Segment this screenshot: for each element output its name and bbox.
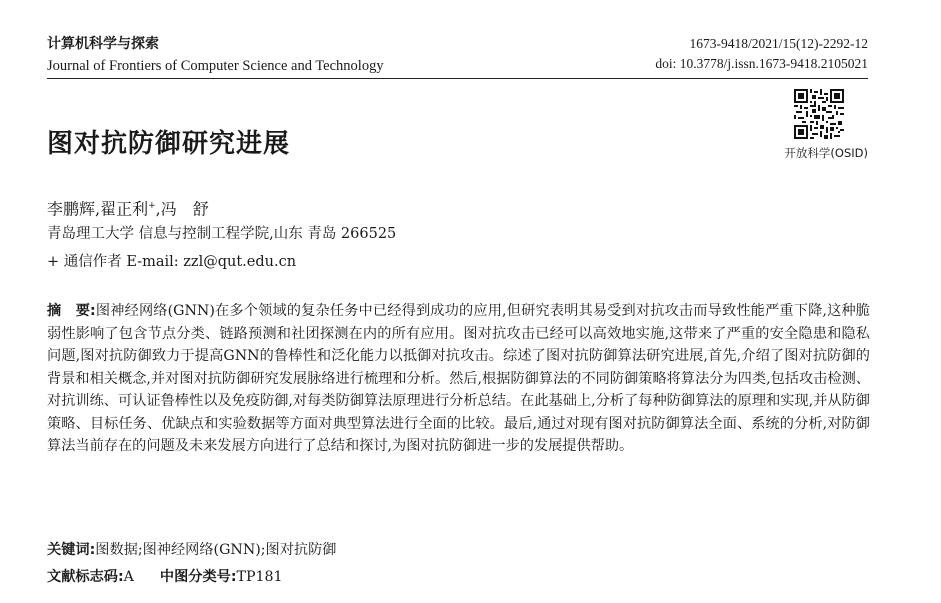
journal-name-cn: 计算机科学与探索 — [47, 36, 159, 52]
affiliation: 青岛理工大学 信息与控制工程学院,山东 青岛 266525 — [47, 226, 397, 242]
corresponding-author: + 通信作者 E-mail: zzl@qut.edu.cn — [47, 254, 297, 270]
clc-value: TP181 — [236, 569, 283, 585]
authors — [47, 194, 209, 221]
paper-title: 图对抗防御研究进展 — [47, 129, 291, 159]
journal-name-en: Journal of Frontiers of Computer Science and Technology — [47, 58, 384, 74]
header-divider — [47, 78, 868, 79]
classification-line — [47, 566, 283, 588]
doc-code-label: 文献标志码: — [47, 569, 124, 585]
abstract — [47, 300, 870, 458]
issue-info — [655, 34, 868, 74]
issue-number: 1673-9418/2021/15(12)-2292-12 — [689, 36, 868, 51]
qr-code-icon[interactable] — [794, 89, 844, 139]
clc-label: 中图分类号: — [159, 569, 237, 585]
author-names-rest: ,冯 舒 — [155, 199, 209, 219]
doc-code-value: A — [123, 569, 134, 585]
keywords-label: 关键词: — [47, 542, 96, 558]
abstract-text: 图神经网络(GNN)在多个领域的复杂任务中已经得到成功的应用,但研究表明其易受到对抗攻击而导致性能严重下降,这种脆弱性影响了包含节点分类、链路预测和社团探测在内的所有应用。图对抗攻击已经可以高效地实施,这带来了严重的安全隐患和隐私问题,图对抗防御致力于提高GNN的鲁棒性和泛化能力以抵御对抗攻击。综述了图对抗防御算法研究进展,首先,介绍了图对抗防御的背景和相关概念,并对图对抗防御研究发展脉络进行梳理和分析。然后,根据防御算法的不同防御策略将算法分为四类,包括攻击检测、对抗训练、可认证鲁棒性以及免疫防御,对每类防御算法原理进行分析总结。在此基础上,分析了每种防御算法的原理和实现,并从防御策略、目标任务、优缺点和实验数据等方面对典型算法进行全面的比较。最后,通过对现有图对抗防御算法全面、系统的分析,对防御算法当前存在的问题及未来发展方向进行了总结和探讨,为图对抗防御进一步的发展提供帮助。 — [47, 303, 870, 454]
author-names: 李鹏辉,翟正利 — [47, 199, 149, 219]
keywords-text: 图数据;图神经网络(GNN);图对抗防御 — [95, 542, 337, 558]
journal-header — [47, 34, 384, 76]
abstract-label: 摘 要: — [47, 303, 96, 319]
corresponding-mark: + — [148, 201, 156, 211]
osid-caption: 开放科学(OSID) — [784, 146, 868, 160]
keywords — [47, 539, 336, 561]
doi: doi: 10.3778/j.issn.1673-9418.2105021 — [655, 56, 868, 71]
